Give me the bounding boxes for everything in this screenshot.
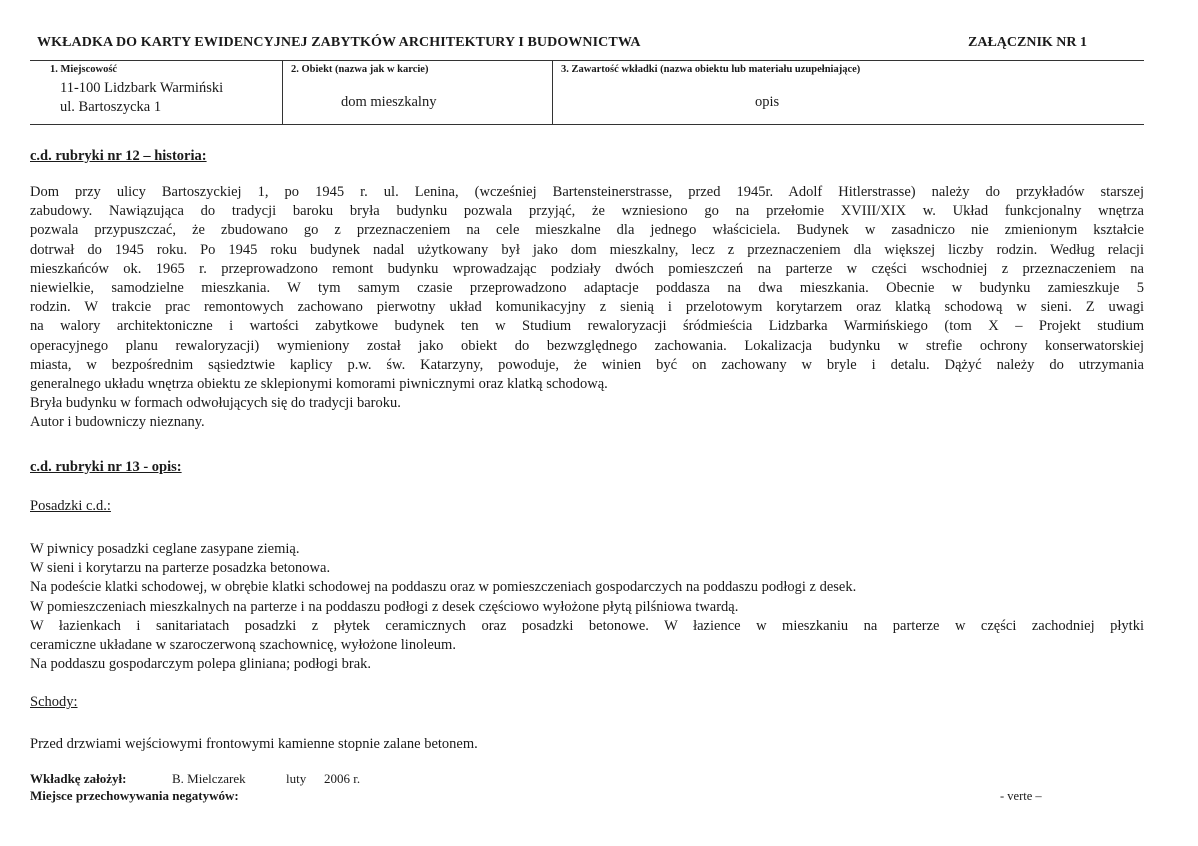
- history-line: na walory architektoniczne i wartości zabytkowe budynek ten w Studium rewaloryzacji śródmieścia Lidzbarka Warmińskiego (tom X – Projekt studium: [30, 318, 1144, 335]
- floors-line: W łazienkach i sanitariatach posadzki z płytek ceramicznych oraz posadzki betonowe. W łazience w mieszkaniu na parterze w części zachodniej płytki: [30, 617, 1144, 634]
- history-line: operacyjnego planu rewaloryzacji) wymieniony został jako obiekt do bezwzględnego zachowania. Lokalizacja budynku w strefie ochrony konserwatorskiej: [30, 337, 1144, 354]
- history-line: pozwala przypuszczać, że zbudowano go z przeznaczeniem na cele mieszkalne dla jednego właściciela. Budynek w zasadniczo nie zmienionym kształcie: [30, 222, 1144, 239]
- location-cell: [30, 61, 282, 124]
- history-line: Autor i budowniczy nieznany.: [30, 414, 205, 431]
- content-value: opis: [755, 94, 780, 110]
- floors-line: ceramiczne układane w szaroczerwoną szachownicę, wyłożone linoleum.: [30, 637, 456, 654]
- history-line: Dom przy ulicy Bartoszyckiej 1, po 1945 r. ul. Lenina, (wcześniej Bartensteinerstrasse, przed 1945r. Adolf Hitlerstrasse) należy do przykładów starszej: [30, 184, 1144, 200]
- document-title: WKŁADKA DO KARTY EWIDENCYJNEJ ZABYTKÓW ARCHITEKTURY I BUDOWNICTWA: [37, 35, 641, 50]
- history-line: niewielkie, samodzielne mieszkania. W tym samym czasie przeprowadzono adaptacje poddasza na dwa mieszkania. Obecnie w budynku zamieszkuje 5: [30, 280, 1144, 297]
- content-label: 3. Zawartość wkładki (nazwa obiektu lub materiału uzupełniające): [561, 64, 861, 75]
- history-line: rodzin. W trakcie prac remontowych zachowano pierwotny układ komunikacyjny z sienią i przelotowym korytarzem oraz klatką schodową w sieni. Z uwagi: [30, 299, 1144, 316]
- history-line: Bryła budynku w formach odwołujących się do tradycji baroku.: [30, 395, 401, 412]
- insert-author-row: [30, 771, 126, 787]
- floors-line: W pomieszczeniach mieszkalnych na parterze i na poddaszu podłogi z desek częściowo wyłożone płytą pilśniowa twardą.: [30, 598, 739, 615]
- stairs-line: Przed drzwiami wejściowymi frontowymi kamienne stopnie zalane betonem.: [30, 736, 478, 752]
- floors-line: W piwnicy posadzki ceglane zasypane ziemią.: [30, 541, 300, 557]
- floors-line: W sieni i korytarzu na parterze posadzka betonowa.: [30, 560, 331, 577]
- location-street: ul. Bartoszycka 1: [60, 99, 162, 115]
- insert-author-label: Wkładkę założył:: [30, 771, 127, 786]
- location-town: 11-100 Lidzbark Warmiński: [60, 80, 224, 96]
- history-heading: c.d. rubryki nr 12 – historia:: [30, 148, 207, 164]
- history-line: generalnego układu wnętrza obiektu ze sklepionymi komorami piwnicznymi oraz klatką schodową.: [30, 376, 608, 393]
- object-value: dom mieszkalny: [341, 94, 437, 110]
- history-line: mieszkańców ok. 1965 r. przeprowadzono remont budynku wprowadzając podziały dwóch pomieszczeń na parterze w części wschodniej z przeznaczeniem na: [30, 260, 1144, 277]
- floors-heading: Posadzki c.d.:: [30, 498, 111, 514]
- history-line: miasta, w bezpośrednim sąsiedztwie kaplicy p.w. św. Katarzyny, powoduje, że winien być on zachowany w bryle i detalu. Dążyć należy do utrzymania: [30, 356, 1144, 373]
- insert-author-name: B. Mielczarek: [172, 771, 246, 786]
- insert-month: luty: [286, 771, 307, 786]
- stairs-text: [30, 735, 1144, 754]
- content-cell: [552, 61, 1144, 124]
- history-line: dotrwał do 1945 roku. Po 1945 roku budynek nadal użytkowany był jako dom mieszkalny, lecz z przeznaczeniem dla większej liczby rodzin. Według relacji: [30, 241, 1144, 258]
- description-heading: c.d. rubryki nr 13 - opis:: [30, 459, 182, 475]
- annex-number: ZAŁĄCZNIK NR 1: [968, 35, 1088, 50]
- stairs-heading: Schody:: [30, 694, 78, 710]
- verte-note: - verte –: [1000, 789, 1042, 803]
- history-line: zabudowy. Nawiązująca do tradycji baroku bryła budynku pozwala przyjąć, że wzniesiono go na przełomie XVIII/XIX w. Układ funkcjonalny wnętrza: [30, 203, 1144, 220]
- negatives-label: Miejsce przechowywania negatywów:: [30, 788, 239, 803]
- header-table: [30, 60, 1144, 125]
- negatives-row: [30, 788, 239, 804]
- insert-year: 2006 r.: [324, 771, 361, 786]
- object-label: 2. Obiekt (nazwa jak w karcie): [291, 64, 429, 75]
- floors-text: [30, 540, 1144, 674]
- object-cell: [282, 61, 552, 124]
- floors-line: Na podeście klatki schodowej, w obrębie klatki schodowej na poddaszu oraz w pomieszczeniach gospodarczych na poddaszu podłogi z desek.: [30, 579, 857, 596]
- location-label: 1. Miejscowość: [50, 64, 118, 75]
- floors-line: Na poddaszu gospodarczym polepa gliniana; podłogi brak.: [30, 656, 372, 673]
- history-text: [30, 183, 1144, 433]
